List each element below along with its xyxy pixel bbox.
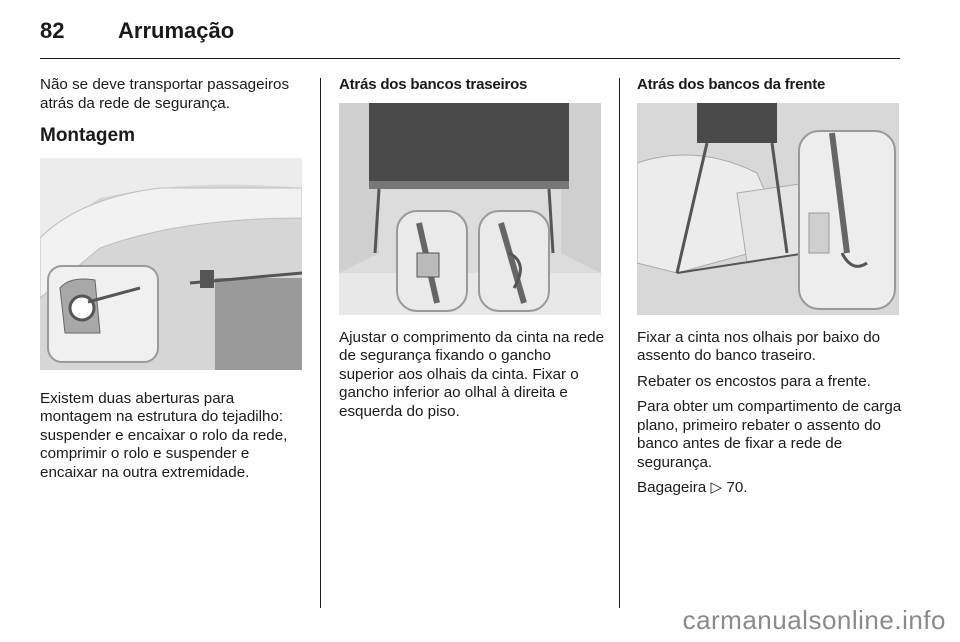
header-rule (40, 58, 900, 59)
cross-reference-label: Bagageira (637, 479, 707, 496)
section-title: Arrumação (118, 18, 235, 43)
column-1 (40, 76, 308, 489)
front-seats-heading: Atrás dos bancos da frente (637, 76, 826, 93)
rear-seats-heading: Atrás dos bancos traseiros (339, 76, 528, 93)
front-seats-paragraph-3: Para obter um compartimento de carga plano, primeiro rebater o assento do banco antes de fixar a rede de segurança. (637, 398, 902, 471)
montagem-paragraph: Existem duas aberturas para montagem na estrutura do tejadilho: suspender e encaixar o rolo da rede, comprimir o rolo e suspender e encaixar na outra extremidade. (40, 389, 288, 481)
rear-seats-paragraph: Ajustar o comprimento da cinta na rede de segurança fixando o gancho superior aos olhais da cinta. Fixar o gancho inferior ao olhal à direita e esquerda do piso. (339, 328, 605, 420)
cross-reference[interactable] (637, 479, 905, 498)
front-seats-illustration (637, 103, 899, 315)
page-ref-arrow-icon: ▷ (710, 479, 723, 496)
page-number: 82 (40, 18, 65, 43)
intro-text: Não se deve transportar passageiros atrás da rede de segurança. (40, 76, 290, 112)
column-divider-1 (320, 78, 321, 608)
roof-mount-illustration (40, 158, 302, 370)
column-2 (339, 76, 607, 428)
front-seats-paragraph-2: Rebater os encostos para a frente. (637, 372, 871, 390)
front-seats-paragraph-1: Fixar a cinta nos olhais por baixo do assento do banco traseiro. (637, 328, 881, 364)
column-divider-2 (619, 78, 620, 608)
rear-seats-illustration (339, 103, 601, 315)
column-3 (637, 76, 905, 505)
montagem-heading: Montagem (40, 125, 135, 146)
cross-reference-page: 70. (726, 479, 748, 496)
watermark: carmanualsonline.info (682, 605, 946, 635)
